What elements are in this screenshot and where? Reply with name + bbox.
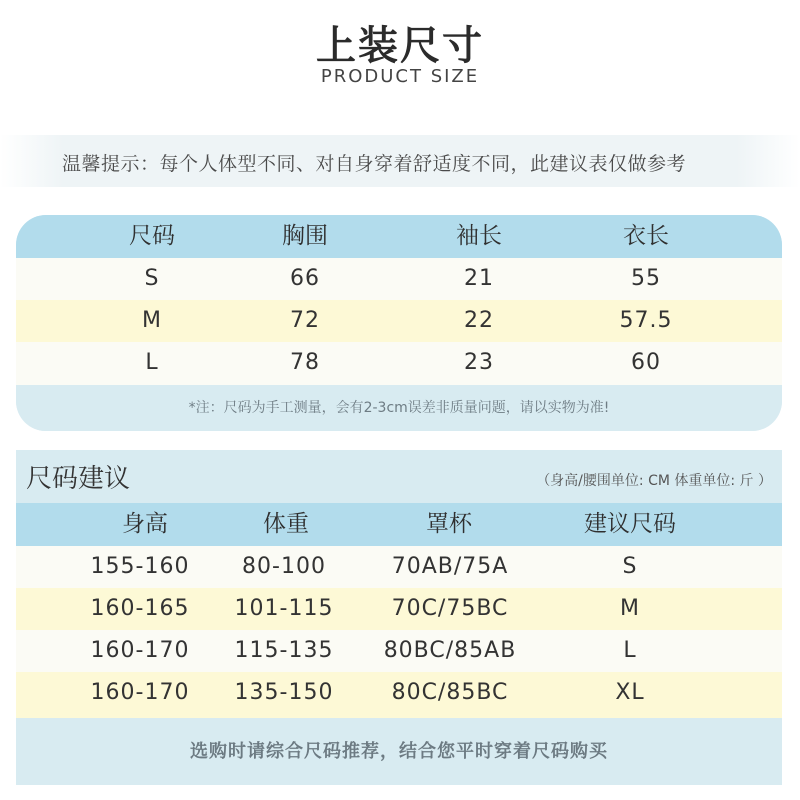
cell-height: 160-165 [90,596,190,621]
cell-weight: 135-150 [234,680,334,705]
table-row [16,342,782,385]
purchase-advice: 选购时请综合尺码推荐，结合您平时穿着尺码购买 [190,741,608,762]
cell-weight: 80-100 [242,554,326,579]
cell-recommended-size: L [623,638,637,663]
section-title: 尺码建议 [26,464,131,494]
column-header-length: 衣长 [623,223,669,249]
cell-bust: 78 [290,350,320,375]
cell-cup: 70C/75BC [391,596,509,621]
cell-cup: 80C/85BC [391,680,509,705]
cell-recommended-size: XL [615,680,645,705]
column-header-height: 身高 [122,511,168,537]
tip-text: 温馨提示：每个人体型不同、对自身穿着舒适度不同，此建议表仅做参考 [62,153,687,175]
size-recommendation [16,450,782,785]
cell-bust: 66 [290,266,320,291]
cell-size: S [144,266,160,291]
cell-sleeve: 23 [464,350,494,375]
cell-cup: 70AB/75A [391,554,509,579]
recommendation-table-header [16,503,782,546]
cell-length: 57.5 [619,308,673,333]
column-header-bust: 胸围 [282,223,328,249]
table-row [16,300,782,342]
cell-height: 160-170 [90,680,190,705]
size-table-header [16,215,782,258]
column-header-recommended-size: 建议尺码 [584,511,676,537]
cell-sleeve: 22 [464,308,494,333]
size-table [16,215,782,431]
cell-size: L [145,350,159,375]
column-header-cup: 罩杯 [426,511,472,537]
column-header-size: 尺码 [129,223,175,249]
table-row [16,630,782,672]
cell-recommended-size: M [620,596,640,621]
cell-height: 155-160 [90,554,190,579]
column-header-sleeve: 袖长 [456,223,502,249]
table-row [16,258,782,300]
cell-weight: 115-135 [234,638,334,663]
measurement-note: *注：尺码为手工测量，会有2-3cm误差非质量问题，请以实物为准! [188,400,610,416]
page-title: 上装尺寸 [316,23,484,69]
unit-note: （身高/腰围单位: CM 体重单位: 斤 ） [536,473,772,489]
cell-cup: 80BC/85AB [383,638,517,663]
cell-bust: 72 [290,308,320,333]
table-row [16,546,782,588]
page-subtitle: PRODUCT SIZE [320,66,480,87]
column-header-weight: 体重 [263,511,309,537]
cell-length: 55 [631,266,661,291]
cell-length: 60 [631,350,661,375]
table-row [16,672,782,718]
table-row [16,588,782,630]
cell-size: M [142,308,162,333]
cell-weight: 101-115 [234,596,334,621]
cell-sleeve: 21 [464,266,494,291]
cell-recommended-size: S [622,554,638,579]
cell-height: 160-170 [90,638,190,663]
